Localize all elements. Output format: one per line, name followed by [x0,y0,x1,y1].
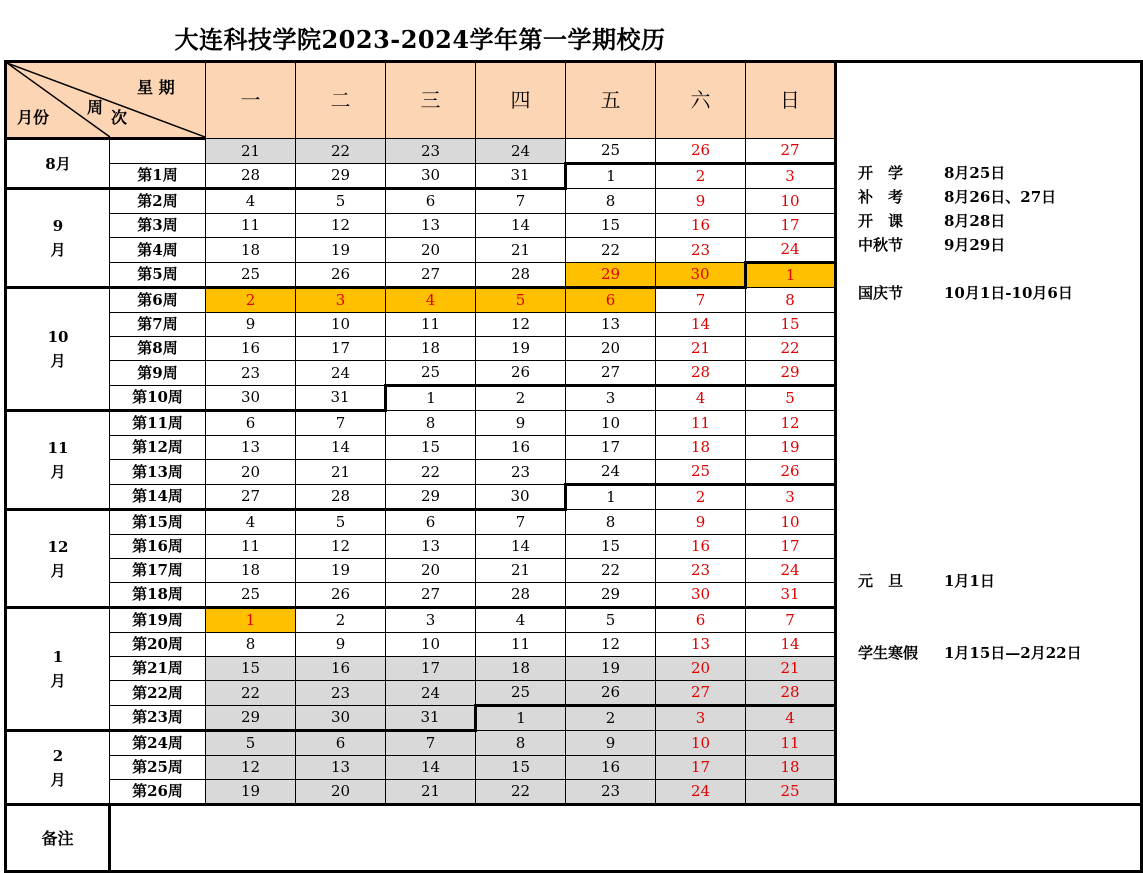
remark-label: 备注 [6,805,110,872]
day-cell: 10 [566,411,656,436]
day-cell: 15 [746,313,836,337]
day-cell: 11 [656,411,746,436]
day-cell: 12 [476,313,566,337]
week-number: 第3周 [110,214,206,238]
day-cell: 23 [386,139,476,164]
day-cell: 14 [296,436,386,460]
day-cell: 6 [296,731,386,756]
day-cell: 1 [746,263,836,288]
day-cell: 23 [206,361,296,386]
week-number: 第12周 [110,436,206,460]
day-cell: 18 [746,756,836,780]
day-cell: 23 [656,238,746,263]
day-cell: 29 [206,706,296,731]
month-label: 2 月 [6,731,110,805]
day-cell: 27 [566,361,656,386]
day-cell: 17 [296,337,386,361]
day-cell: 3 [296,288,386,313]
week-number: 第25周 [110,756,206,780]
day-cell: 21 [386,780,476,805]
day-cell: 7 [386,731,476,756]
week-number: 第4周 [110,238,206,263]
day-cell: 10 [746,510,836,535]
day-cell: 2 [206,288,296,313]
day-cell: 26 [566,681,656,706]
weekday-header: 五 [566,62,656,139]
day-cell: 31 [296,386,386,411]
day-cell: 4 [206,189,296,214]
note-item [858,234,1005,255]
day-cell: 22 [476,780,566,805]
day-cell: 5 [566,608,656,633]
day-cell: 13 [206,436,296,460]
day-cell: 9 [206,313,296,337]
day-cell: 8 [206,633,296,657]
day-cell: 27 [386,263,476,288]
day-cell: 19 [296,559,386,583]
remark-content [110,805,1142,872]
week-number: 第6周 [110,288,206,313]
week-number: 第21周 [110,657,206,681]
day-cell: 27 [206,485,296,510]
note-value: 8月26日、27日 [944,188,1057,206]
day-cell: 31 [746,583,836,608]
week-number: 第26周 [110,780,206,805]
day-cell: 8 [746,288,836,313]
day-cell: 30 [386,164,476,189]
week-number: 第19周 [110,608,206,633]
day-cell: 22 [746,337,836,361]
week-number [110,139,206,164]
day-cell: 30 [656,583,746,608]
day-cell: 7 [656,288,746,313]
day-cell: 11 [476,633,566,657]
day-cell: 28 [296,485,386,510]
month-label: 1 月 [6,608,110,731]
day-cell: 25 [476,681,566,706]
day-cell: 5 [296,189,386,214]
day-cell: 9 [656,510,746,535]
day-cell: 31 [386,706,476,731]
day-cell: 28 [476,583,566,608]
day-cell: 6 [206,411,296,436]
day-cell: 24 [386,681,476,706]
header-row [6,62,1142,139]
day-cell: 17 [746,535,836,559]
day-cell: 16 [296,657,386,681]
day-cell: 28 [476,263,566,288]
note-item [858,186,1056,207]
day-cell: 23 [476,460,566,485]
day-cell: 20 [206,460,296,485]
day-cell: 13 [296,756,386,780]
note-label: 学生寒假 [858,644,919,662]
day-cell: 28 [206,164,296,189]
day-cell: 21 [296,460,386,485]
week-number: 第20周 [110,633,206,657]
day-cell: 19 [746,436,836,460]
week-number: 第24周 [110,731,206,756]
day-cell: 8 [386,411,476,436]
week-number: 第1周 [110,164,206,189]
day-cell: 16 [656,214,746,238]
day-cell: 21 [656,337,746,361]
day-cell: 16 [566,756,656,780]
day-cell: 25 [206,263,296,288]
weekday-header: 三 [386,62,476,139]
day-cell: 28 [656,361,746,386]
day-cell: 1 [206,608,296,633]
note-value: 8月25日 [944,164,1006,182]
day-cell: 29 [386,485,476,510]
day-cell: 25 [746,780,836,805]
week-number: 第9周 [110,361,206,386]
day-cell: 5 [206,731,296,756]
day-cell: 24 [656,780,746,805]
note-value: 10月1日-10月6日 [944,284,1073,302]
day-cell: 4 [656,386,746,411]
day-cell: 29 [296,164,386,189]
note-label: 元 旦 [858,572,904,590]
remark-row [6,805,1142,872]
day-cell: 6 [656,608,746,633]
day-cell: 3 [386,608,476,633]
day-cell: 5 [476,288,566,313]
week-number: 第23周 [110,706,206,731]
day-cell: 6 [386,189,476,214]
day-cell: 4 [746,706,836,731]
week-number: 第10周 [110,386,206,411]
day-cell: 21 [746,657,836,681]
day-cell: 14 [476,535,566,559]
day-cell: 24 [746,559,836,583]
day-cell: 18 [206,559,296,583]
day-cell: 22 [386,460,476,485]
corner-day-label: 星 期 [137,78,175,97]
weekday-header: 一 [206,62,296,139]
day-cell: 13 [566,313,656,337]
day-cell: 1 [566,164,656,189]
note-value: 9月29日 [944,236,1006,254]
day-cell: 2 [296,608,386,633]
day-cell: 4 [386,288,476,313]
day-cell: 7 [746,608,836,633]
day-cell: 31 [476,164,566,189]
day-cell: 20 [386,238,476,263]
day-cell: 18 [386,337,476,361]
day-cell: 11 [386,313,476,337]
day-cell: 15 [206,657,296,681]
day-cell: 24 [566,460,656,485]
day-cell: 22 [206,681,296,706]
day-cell: 24 [296,361,386,386]
day-cell: 14 [746,633,836,657]
day-cell: 5 [296,510,386,535]
note-value: 8月28日 [944,212,1006,230]
day-cell: 5 [746,386,836,411]
month-label: 10 月 [6,288,110,411]
day-cell: 17 [656,756,746,780]
calendar-title: 大连科技学院2023-2024学年第一学期校历 [174,25,666,54]
day-cell: 2 [566,706,656,731]
day-cell: 29 [566,263,656,288]
day-cell: 9 [476,411,566,436]
note-item [858,162,1005,183]
day-cell: 9 [296,633,386,657]
day-cell: 26 [476,361,566,386]
day-cell: 12 [746,411,836,436]
note-item [858,642,1082,663]
day-cell: 11 [206,214,296,238]
day-cell: 21 [476,238,566,263]
note-value: 1月1日 [944,572,995,590]
day-cell: 12 [296,535,386,559]
day-cell: 30 [476,485,566,510]
day-cell: 7 [476,510,566,535]
day-cell: 22 [566,238,656,263]
day-cell: 8 [566,189,656,214]
day-cell: 19 [476,337,566,361]
corner-week-label-a: 周 [87,98,104,117]
week-number: 第7周 [110,313,206,337]
day-cell: 20 [296,780,386,805]
week-number: 第11周 [110,411,206,436]
day-cell: 17 [746,214,836,238]
note-item [858,282,1073,303]
day-cell: 25 [566,139,656,164]
day-cell: 30 [656,263,746,288]
day-cell: 8 [476,731,566,756]
week-number: 第18周 [110,583,206,608]
day-cell: 25 [206,583,296,608]
day-cell: 27 [746,139,836,164]
day-cell: 2 [656,485,746,510]
day-cell: 7 [476,189,566,214]
week-number: 第8周 [110,337,206,361]
day-cell: 22 [296,139,386,164]
weekday-header: 六 [656,62,746,139]
day-cell: 30 [206,386,296,411]
day-cell: 25 [386,361,476,386]
day-cell: 12 [296,214,386,238]
day-cell: 26 [296,263,386,288]
day-cell: 10 [296,313,386,337]
day-cell: 17 [386,657,476,681]
day-cell: 16 [656,535,746,559]
note-label: 中秋节 [858,236,904,254]
day-cell: 12 [566,633,656,657]
note-label: 国庆节 [858,284,904,302]
day-cell: 4 [476,608,566,633]
day-cell: 28 [746,681,836,706]
day-cell: 18 [206,238,296,263]
day-cell: 18 [656,436,746,460]
day-cell: 29 [746,361,836,386]
day-cell: 27 [386,583,476,608]
day-cell: 14 [476,214,566,238]
corner-header [6,62,206,139]
week-number: 第15周 [110,510,206,535]
day-cell: 15 [566,535,656,559]
week-number: 第16周 [110,535,206,559]
day-cell: 15 [386,436,476,460]
day-cell: 30 [296,706,386,731]
day-cell: 13 [386,535,476,559]
day-cell: 6 [566,288,656,313]
day-cell: 20 [386,559,476,583]
day-cell: 21 [206,139,296,164]
day-cell: 15 [476,756,566,780]
day-cell: 19 [206,780,296,805]
weekday-header: 四 [476,62,566,139]
day-cell: 11 [206,535,296,559]
week-number: 第5周 [110,263,206,288]
weekday-header: 日 [746,62,836,139]
month-label: 9 月 [6,189,110,288]
note-item [858,210,1005,231]
month-label: 11 月 [6,411,110,510]
day-cell: 16 [476,436,566,460]
day-cell: 1 [566,485,656,510]
week-number: 第2周 [110,189,206,214]
note-label: 开 学 [858,164,904,182]
note-item [858,570,995,591]
day-cell: 22 [566,559,656,583]
note-label: 开 课 [858,212,904,230]
day-cell: 15 [566,214,656,238]
day-cell: 19 [296,238,386,263]
day-cell: 23 [566,780,656,805]
day-cell: 3 [746,164,836,189]
day-cell: 29 [566,583,656,608]
day-cell: 13 [386,214,476,238]
day-cell: 3 [746,485,836,510]
week-number: 第13周 [110,460,206,485]
note-value: 1月15日—2月22日 [944,644,1082,662]
month-label: 12 月 [6,510,110,608]
week-number: 第17周 [110,559,206,583]
day-cell: 26 [746,460,836,485]
weekday-header: 二 [296,62,386,139]
day-cell: 17 [566,436,656,460]
day-cell: 19 [566,657,656,681]
day-cell: 9 [566,731,656,756]
day-cell: 3 [656,706,746,731]
day-cell: 26 [656,139,746,164]
day-cell: 9 [656,189,746,214]
corner-week-label-b: 次 [111,108,128,127]
day-cell: 21 [476,559,566,583]
day-cell: 1 [476,706,566,731]
day-cell: 14 [386,756,476,780]
day-cell: 13 [656,633,746,657]
week-number: 第14周 [110,485,206,510]
day-cell: 23 [296,681,386,706]
month-label: 8月 [6,139,110,189]
day-cell: 2 [476,386,566,411]
day-cell: 10 [386,633,476,657]
day-cell: 26 [296,583,386,608]
day-cell: 12 [206,756,296,780]
day-cell: 20 [566,337,656,361]
day-cell: 8 [566,510,656,535]
day-cell: 10 [746,189,836,214]
note-label: 补 考 [858,188,904,206]
week-number: 第22周 [110,681,206,706]
day-cell: 11 [746,731,836,756]
corner-month-label: 月份 [17,108,50,127]
day-cell: 7 [296,411,386,436]
day-cell: 24 [476,139,566,164]
day-cell: 3 [566,386,656,411]
day-cell: 24 [746,238,836,263]
day-cell: 16 [206,337,296,361]
day-cell: 27 [656,681,746,706]
day-cell: 14 [656,313,746,337]
day-cell: 2 [656,164,746,189]
day-cell: 18 [476,657,566,681]
day-cell: 4 [206,510,296,535]
day-cell: 20 [656,657,746,681]
day-cell: 1 [386,386,476,411]
day-cell: 6 [386,510,476,535]
day-cell: 23 [656,559,746,583]
day-cell: 25 [656,460,746,485]
day-cell: 10 [656,731,746,756]
